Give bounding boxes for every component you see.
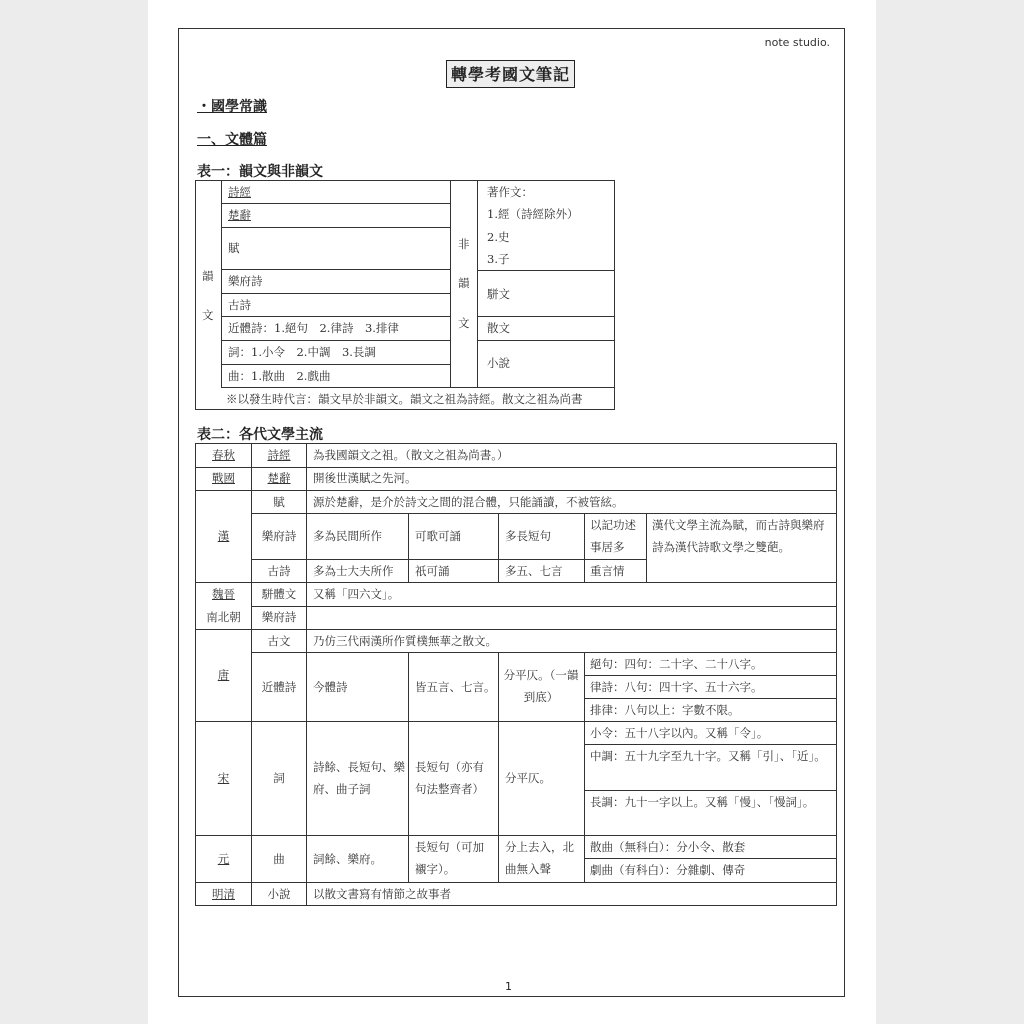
yunwen-header-2: 文	[202, 308, 214, 322]
jinti-alias: 今體詩	[313, 680, 348, 694]
era-mingqing: 明清	[212, 887, 235, 901]
yuefu-form: 多長短句	[505, 529, 551, 543]
era-yuan: 元	[217, 852, 230, 866]
zhuzuowen-item: 3.子	[487, 252, 510, 266]
gushi-form: 多五、七言	[505, 564, 563, 578]
table2-caption: 表二：各代文學主流	[197, 427, 323, 443]
genre-chuci: 楚辭	[267, 471, 291, 485]
qu-sub: 散曲（無科白）：分小令、散套	[590, 840, 746, 854]
han-note: 漢代文學主流為賦，而古詩與樂府詩為漢代詩歌文學之雙葩。	[652, 518, 825, 554]
yunwen-item: 詩經	[228, 185, 251, 199]
feiyunwen-item: 散文	[487, 321, 510, 335]
gushi-recite: 祇可誦	[415, 564, 450, 578]
era-chunqiu: 春秋	[212, 448, 235, 462]
yunwen-item: 近體詩：1.絕句 2.律詩 3.排律	[228, 321, 399, 335]
table1-caption: 表一：韻文與非韻文	[197, 164, 323, 180]
jinti-form: 皆五言、七言。	[415, 680, 496, 694]
feiyunwen-header-1: 非	[458, 237, 470, 251]
era-song: 宋	[217, 771, 230, 785]
genre-guwen: 古文	[267, 634, 291, 648]
yunwen-item: 樂府詩	[228, 274, 263, 288]
genre-qu: 曲	[273, 852, 285, 866]
jinti-sub: 絕句：四句：二十字、二十八字。	[590, 657, 763, 671]
ci-sub: 小令：五十八字以內。又稱「令」。	[590, 726, 769, 740]
qu-form: 長短句（可加襯字）。	[415, 840, 484, 876]
genre-xiaoshuo: 小說	[267, 887, 291, 901]
desc-guwen: 乃仿三代兩漢所作質樸無華之散文。	[313, 634, 497, 648]
yunwen-item: 賦	[228, 241, 240, 255]
qu-rhyme: 分上去入，北曲無入聲	[505, 840, 574, 876]
yunwen-item: 詞：1.小令 2.中調 3.長調	[228, 345, 376, 359]
yuefu-content: 以記功述事居多	[590, 518, 636, 554]
desc-xiaoshuo: 以散文書寫有情節之故事者	[313, 887, 451, 901]
section-heading-wenti: 一、文體篇	[197, 132, 267, 148]
feiyunwen-item: 小說	[487, 356, 510, 370]
desc-fu: 源於楚辭，是介於詩文之間的混合體，只能誦讀，不被管絃。	[313, 495, 624, 509]
feiyunwen-header-3: 文	[458, 316, 470, 330]
page-title: 轉學考國文筆記	[446, 60, 575, 88]
yunwen-item: 楚辭	[228, 208, 251, 222]
genre-shijing: 詩經	[267, 448, 291, 462]
gushi-content: 重言情	[590, 564, 625, 578]
table1-note: ※以發生時代言：韻文早於非韻文。韻文之祖為詩經。散文之祖為尚書	[226, 392, 583, 406]
qu-alias: 詞餘、樂府。	[313, 852, 382, 866]
ci-rhyme: 分平仄。	[505, 771, 551, 785]
ci-form: 長短句（亦有句法整齊者）	[415, 760, 484, 796]
section-heading-guoxue: ・國學常識	[197, 99, 267, 115]
genre-ci: 詞	[273, 771, 285, 785]
genre-fu: 賦	[273, 495, 285, 509]
desc-pianti: 又稱「四六文」。	[313, 587, 400, 601]
genre-pianti: 駢體文	[261, 587, 297, 601]
yuefu-recite: 可歌可誦	[415, 529, 461, 543]
ci-sub: 中調：五十九字至九十字。又稱「引」、「近」。	[590, 749, 826, 763]
yuefu-author: 多為民間所作	[313, 529, 382, 543]
brand-label: note studio.	[764, 36, 830, 49]
jinti-sub: 律詩：八句：四十字、五十六字。	[590, 680, 763, 694]
era-nanbeichao: 南北朝	[206, 610, 241, 624]
page-number: 1	[505, 980, 512, 993]
jinti-rhyme: 分平仄。（一韻到底）	[503, 668, 579, 704]
era-han: 漢	[217, 529, 230, 543]
gushi-author: 多為士大夫所作	[313, 564, 394, 578]
era-zhanguo: 戰國	[212, 471, 235, 485]
era-tang: 唐	[217, 668, 230, 682]
genre-yuefu: 樂府詩	[261, 529, 297, 543]
genre-jinti: 近體詩	[261, 680, 297, 694]
jinti-sub: 排律：八句以上：字數不限。	[590, 703, 740, 717]
ci-alias: 詩餘、長短句、樂府、曲子詞	[313, 760, 405, 796]
yunwen-item: 曲：1.散曲 2.戲曲	[228, 369, 331, 383]
ci-sub: 長調：九十一字以上。又稱「慢」、「慢詞」。	[590, 795, 815, 809]
genre-gushi: 古詩	[267, 564, 291, 578]
zhuzuowen-item: 著作文：	[487, 185, 533, 199]
feiyunwen-header-2: 韻	[458, 276, 470, 290]
desc-chuci: 開後世漢賦之先河。	[313, 471, 417, 485]
yunwen-item: 古詩	[228, 298, 251, 312]
feiyunwen-item: 駢文	[487, 287, 510, 301]
zhuzuowen-item: 1.經（詩經除外）	[487, 207, 579, 221]
zhuzuowen-item: 2.史	[487, 230, 510, 244]
desc-shijing: 為我國韻文之祖。（散文之祖為尚書。）	[313, 448, 509, 462]
era-weijin: 魏晉	[212, 587, 235, 601]
qu-sub: 劇曲（有科白）：分雜劇、傳奇	[590, 863, 746, 877]
genre-yuefu-nanbei: 樂府詩	[261, 610, 297, 624]
yunwen-header-1: 韻	[202, 269, 214, 283]
